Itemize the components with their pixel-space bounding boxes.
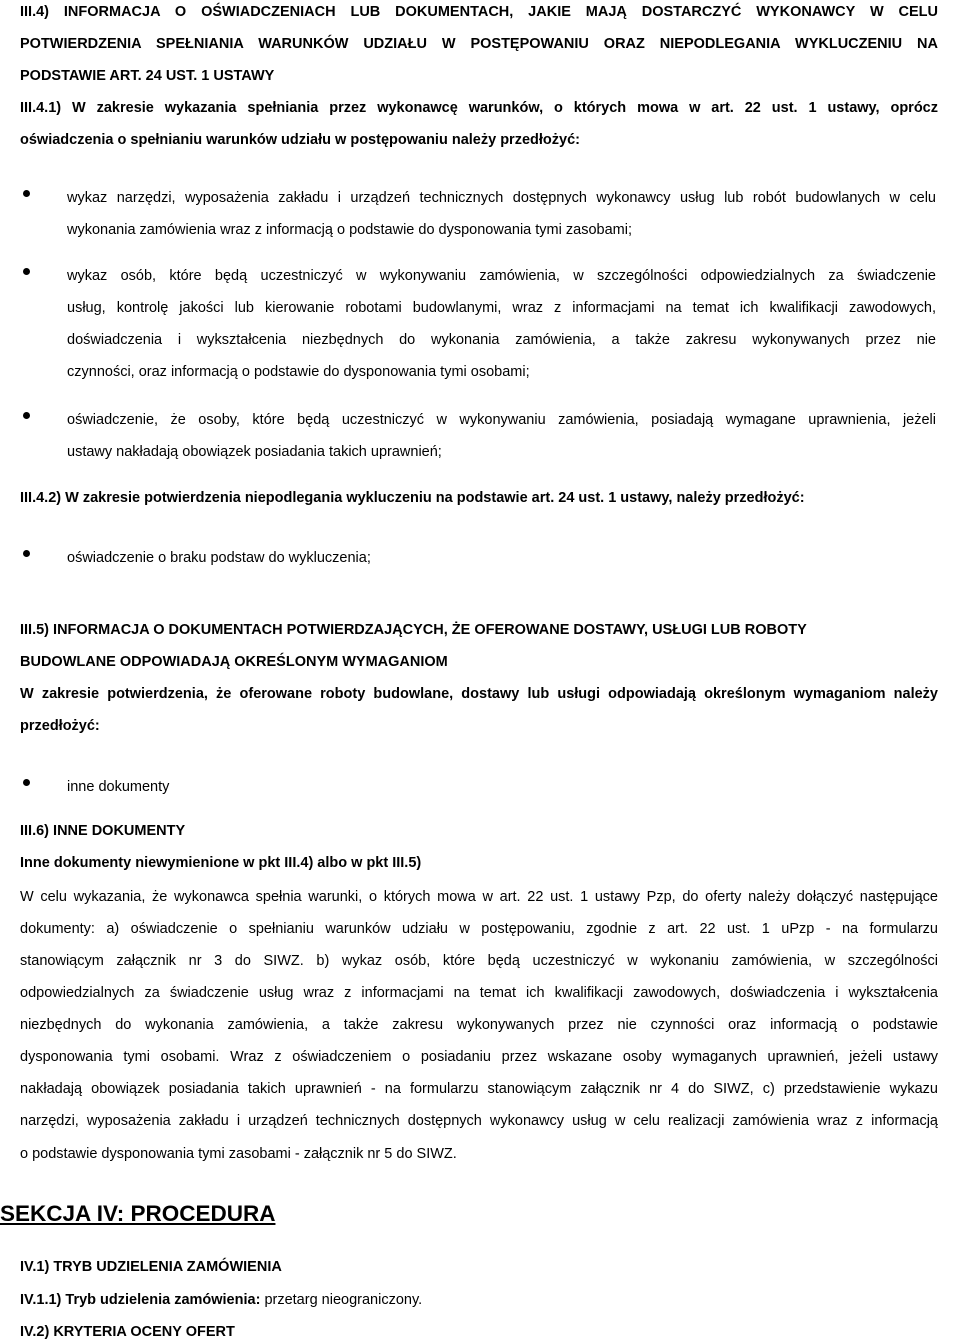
list-item-line: oświadczenie o braku podstaw do wykluczenia;: [67, 550, 371, 566]
section-4-1-1-value: przetarg nieograniczony.: [264, 1292, 423, 1308]
section-4-1-heading: IV.1) TRYB UDZIELENIA ZAMÓWIENIA: [20, 1259, 282, 1275]
body-line: dysponowania tymi osobami. Wraz z oświadczeniem o posiadaniu przez wskazane osoby wymaganych uprawnień, jeżeli ustawy: [20, 1049, 938, 1065]
list-item-line: wykonania zamówienia wraz z informacją o podstawie do dysponowania tymi zasobami;: [67, 222, 632, 238]
heading-line: III.5) INFORMACJA O DOKUMENTACH POTWIERDZAJĄCYCH, ŻE OFEROWANE DOSTAWY, USŁUGI LUB ROBOTY: [20, 622, 807, 638]
list-item-line: ustawy nakładają obowiązek posiadania takich uprawnień;: [67, 444, 442, 460]
heading-line: III.4) INFORMACJA O OŚWIADCZENIACH LUB DOKUMENTACH, JAKIE MAJĄ DOSTARCZYĆ WYKONAWCY W CELU: [20, 4, 938, 20]
body-line: dokumenty: a) oświadczenie o spełnianiu warunków udziału w postępowaniu, zgodnie z art. 22 ust. 1 uPzp - na formularzu: [20, 921, 938, 937]
subsection-3-4-2: III.4.2) W zakresie potwierdzenia niepodlegania wykluczeniu na podstawie art. 24 ust. 1 ustawy, należy przedłożyć:: [20, 490, 805, 506]
list-item-line: wykaz osób, które będą uczestniczyć w wykonywaniu zamówienia, w szczególności odpowiedzialnych za świadczenie: [67, 268, 936, 284]
bullet-icon: [23, 268, 30, 275]
body-line: nakładają obowiązek posiadania takich uprawnień - na formularzu stanowiącym załącznik nr 4 do SIWZ, c) przedstawienie wykazu: [20, 1081, 938, 1097]
list-item-line: oświadczenie, że osoby, które będą uczestniczyć w wykonywaniu zamówienia, posiadają wymagane uprawnienia, jeżeli: [67, 412, 936, 428]
list-item-line: inne dokumenty: [67, 779, 170, 795]
list-item-line: czynności, oraz informacją o podstawie do dysponowania tymi osobami;: [67, 364, 530, 380]
section-3-6-subheading: Inne dokumenty niewymienione w pkt III.4) albo w pkt III.5): [20, 855, 422, 871]
body-line: W celu wykazania, że wykonawca spełnia warunki, o których mowa w art. 22 ust. 1 ustawy Pzp, do oferty należy dołączyć następujące: [20, 889, 938, 905]
body-line: stanowiącym załącznik nr 3 do SIWZ. b) wykaz osób, które będą uczestniczyć w wykonaniu zamówienia, w szczególności: [20, 953, 938, 969]
list-item-line: usług, kontrolę jakości lub kierowanie robotami budowlanymi, wraz z informacjami na temat ich kwalifikacji zawodowych,: [67, 300, 936, 316]
heading-line: BUDOWLANE ODPOWIADAJĄ OKREŚLONYM WYMAGANIOM: [20, 654, 448, 670]
bullet-icon: [23, 550, 30, 557]
intro-line: W zakresie potwierdzenia, że oferowane roboty budowlane, dostawy lub usługi odpowiadają określonym wymaganiom należy: [20, 686, 938, 702]
list-item-line: doświadczenia i wykształcenia niezbędnych do wykonania zamówienia, a także zakresu wykonywanych przez nie: [67, 332, 936, 348]
bullet-icon: [23, 190, 30, 197]
body-line: odpowiedzialnych za świadczenie usług wraz z informacjami na temat ich kwalifikacji zawodowych, doświadczenia i wykształcenia: [20, 985, 938, 1001]
section-4-1-1-label: IV.1.1) Tryb udzielenia zamówienia:: [20, 1292, 261, 1308]
section-4-1-1: [20, 1292, 938, 1308]
intro-line: przedłożyć:: [20, 718, 100, 734]
subsection-line: III.4.1) W zakresie wykazania spełniania przez wykonawcę warunków, o których mowa w art. 22 ust. 1 ustawy, oprócz: [20, 100, 938, 116]
section-4-title: SEKCJA IV: PROCEDURA: [0, 1201, 276, 1226]
heading-line: POTWIERDZENIA SPEŁNIANIA WARUNKÓW UDZIAŁU W POSTĘPOWANIU ORAZ NIEPODLEGANIA WYKLUCZENIU NA: [20, 36, 938, 52]
bullet-icon: [23, 412, 30, 419]
body-line: narzędzi, wyposażenia zakładu i urządzeń technicznych dostępnych wykonawcy usług w celu realizacji zamówienia wraz z informacją: [20, 1113, 938, 1129]
section-3-6-heading: III.6) INNE DOKUMENTY: [20, 823, 186, 839]
bullet-icon: [23, 779, 30, 786]
subsection-line: oświadczenia o spełnianiu warunków udziału w postępowaniu należy przedłożyć:: [20, 132, 580, 148]
body-line: o podstawie dysponowania tymi zasobami - załącznik nr 5 do SIWZ.: [20, 1146, 457, 1162]
list-item-line: wykaz narzędzi, wyposażenia zakładu i urządzeń technicznych dostępnych wykonawcy usług lub robót budowlanych w celu: [67, 190, 936, 206]
section-4-2-heading: IV.2) KRYTERIA OCENY OFERT: [20, 1324, 235, 1340]
body-line: niezbędnych do wykonania zamówienia, a także zakresu wykonywanych przez nie czynności oraz informacją o podstawie: [20, 1017, 938, 1033]
heading-line: PODSTAWIE ART. 24 UST. 1 USTAWY: [20, 68, 275, 84]
